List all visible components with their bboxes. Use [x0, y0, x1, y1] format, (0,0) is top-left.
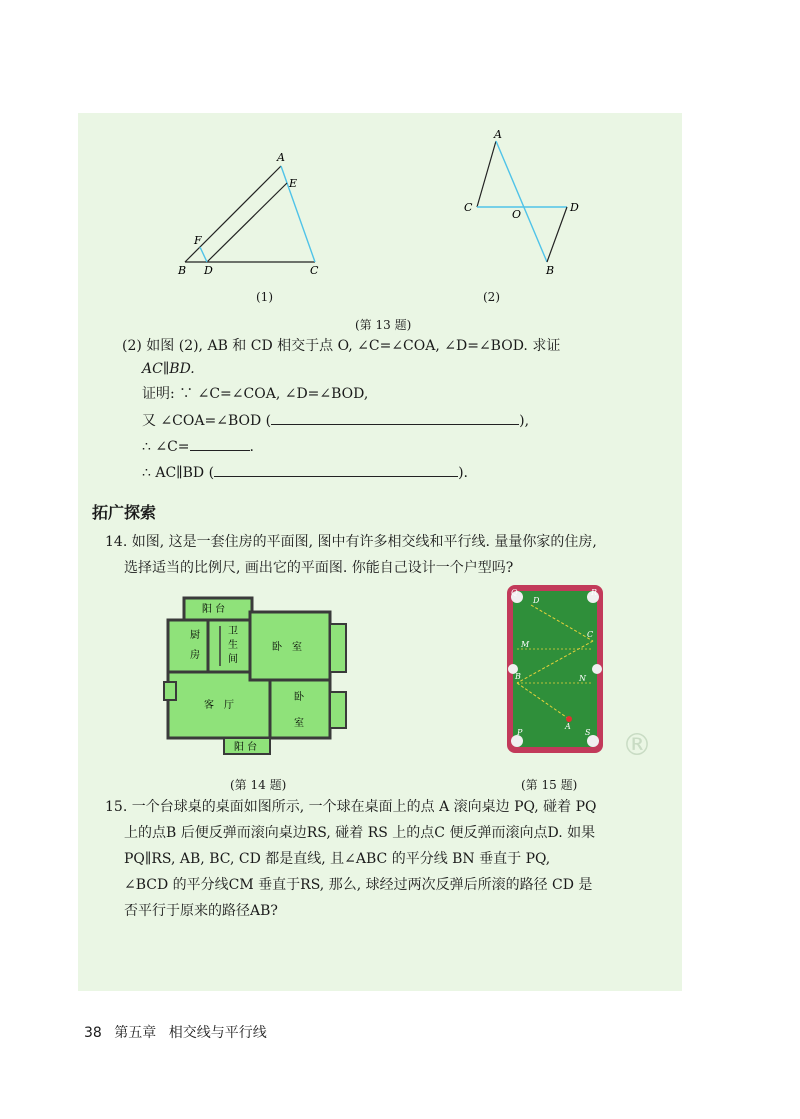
p13-step3-prefix: ∴ AC∥BD ( — [142, 465, 215, 481]
fig14-caption: (第 14 题) — [230, 778, 287, 792]
p15-line4: ∠BCD 的平分线CM 垂直于RS, 那么, 球经过两次反弹后所滚的路径 CD 是 — [124, 877, 593, 893]
p13-step2-blank[interactable] — [190, 436, 250, 451]
floor-plan — [160, 590, 360, 755]
fig15-caption: (第 15 题) — [521, 778, 578, 792]
p13-step1-blank[interactable] — [271, 410, 519, 425]
entry-door — [164, 682, 176, 700]
fig13-caption: (第 13 题) — [355, 318, 412, 332]
p13-step1-prefix: 又 ∠COA=∠BOD ( — [142, 413, 272, 429]
label-b: B — [546, 264, 555, 277]
p13-step3 — [142, 462, 468, 483]
room-label-bedroom-1: 卧 室 — [272, 642, 302, 653]
room-label-bath-3: 间 — [228, 654, 238, 665]
label-f: F — [194, 234, 202, 247]
label-o: O — [512, 208, 522, 221]
label-n: N — [579, 674, 586, 683]
figure-13-1 — [160, 140, 340, 280]
billiard-table — [505, 583, 605, 755]
room-label-living: 客 厅 — [204, 700, 234, 711]
room-bedroom-1-bay — [330, 624, 346, 672]
p14-line2: 选择适当的比例尺, 画出它的平面图. 你能自己设计一个户型吗? — [124, 560, 514, 576]
label-m: M — [521, 640, 530, 649]
label-p: P — [517, 728, 523, 737]
page-number: 38 — [84, 1025, 102, 1041]
p15-line3: PQ∥RS, AB, BC, CD 都是直线, 且∠ABC 的平分线 BN 垂直于 PQ, — [124, 851, 551, 867]
room-label-kitchen-1: 厨 — [190, 630, 200, 641]
page-footer — [84, 1022, 267, 1042]
label-a: A — [494, 128, 502, 141]
fig13-sub2: (2) — [483, 290, 500, 304]
p13-step3-blank[interactable] — [214, 462, 458, 477]
label-b: B — [178, 264, 187, 277]
chapter-title: 相交线与平行线 — [168, 1025, 267, 1041]
label-a: A — [565, 722, 571, 731]
label-s: S — [585, 728, 591, 737]
label-d: D — [570, 201, 579, 214]
label-b: B — [515, 672, 521, 681]
label-c: C — [587, 630, 594, 639]
segment-ba — [185, 166, 281, 262]
p13-step2-suffix: . — [249, 439, 254, 455]
chapter-label: 第五章 — [114, 1025, 157, 1041]
p13-step1 — [142, 410, 529, 431]
section-title: 拓广探索 — [92, 503, 157, 522]
p15-line5: 否平行于原来的路径AB? — [124, 903, 278, 919]
room-kitchen — [168, 620, 208, 672]
room-label-bedroom-2-1: 卧 — [294, 692, 304, 703]
label-a: A — [277, 151, 285, 164]
p13-step2-prefix: ∴ ∠C= — [142, 439, 190, 455]
fig13-sub1: (1) — [256, 290, 273, 304]
room-label-balcony-top: 阳 台 — [202, 604, 226, 615]
room-bedroom-2 — [270, 680, 330, 738]
segment-df — [200, 247, 207, 262]
table-felt — [513, 591, 597, 747]
p13-line2: AC∥BD. — [142, 361, 195, 377]
segment-ac — [477, 141, 496, 207]
room-label-bedroom-2-2: 室 — [294, 718, 304, 729]
p15-line1: 15. 一个台球桌的桌面如图所示, 一个球在桌面上的点 A 滚向桌边 PQ, 碰着 PQ — [105, 799, 597, 815]
label-c: C — [464, 201, 473, 214]
segment-de — [207, 183, 287, 262]
segment-db — [547, 207, 567, 262]
segment-ab — [496, 141, 547, 262]
label-r: R — [591, 588, 598, 597]
room-label-bath-1: 卫 — [228, 626, 238, 637]
room-label-bath-2: 生 — [228, 640, 238, 651]
p13-step3-suffix: ). — [458, 465, 468, 481]
room-label-kitchen-2: 房 — [190, 650, 200, 661]
figure-13-2 — [455, 125, 595, 280]
room-label-balcony-bottom: 阳 台 — [234, 742, 258, 753]
label-e: E — [289, 177, 298, 190]
p13-step1-suffix: ), — [519, 413, 530, 429]
label-d: D — [533, 596, 540, 605]
registered-watermark: ® — [622, 728, 652, 763]
p14-line1: 14. 如图, 这是一套住房的平面图, 图中有许多相交线和平行线. 量量你家的住房, — [105, 534, 597, 550]
p13-proof-intro: 证明: ∵ ∠C=∠COA, ∠D=∠BOD, — [142, 386, 369, 402]
label-d: D — [204, 264, 213, 277]
segment-ac — [281, 166, 315, 262]
p13-line1: (2) 如图 (2), AB 和 CD 相交于点 O, ∠C=∠COA, ∠D=∠BOD. 求证 — [122, 338, 561, 354]
p13-step2 — [142, 436, 254, 457]
room-bedroom-2-bay — [330, 692, 346, 728]
label-c: C — [310, 264, 319, 277]
pocket-right-mid — [592, 664, 602, 674]
label-q: Q — [511, 588, 518, 597]
p15-line2: 上的点B 后便反弹而滚向桌边RS, 碰着 RS 上的点C 便反弹而滚向点D. 如果 — [124, 825, 596, 841]
